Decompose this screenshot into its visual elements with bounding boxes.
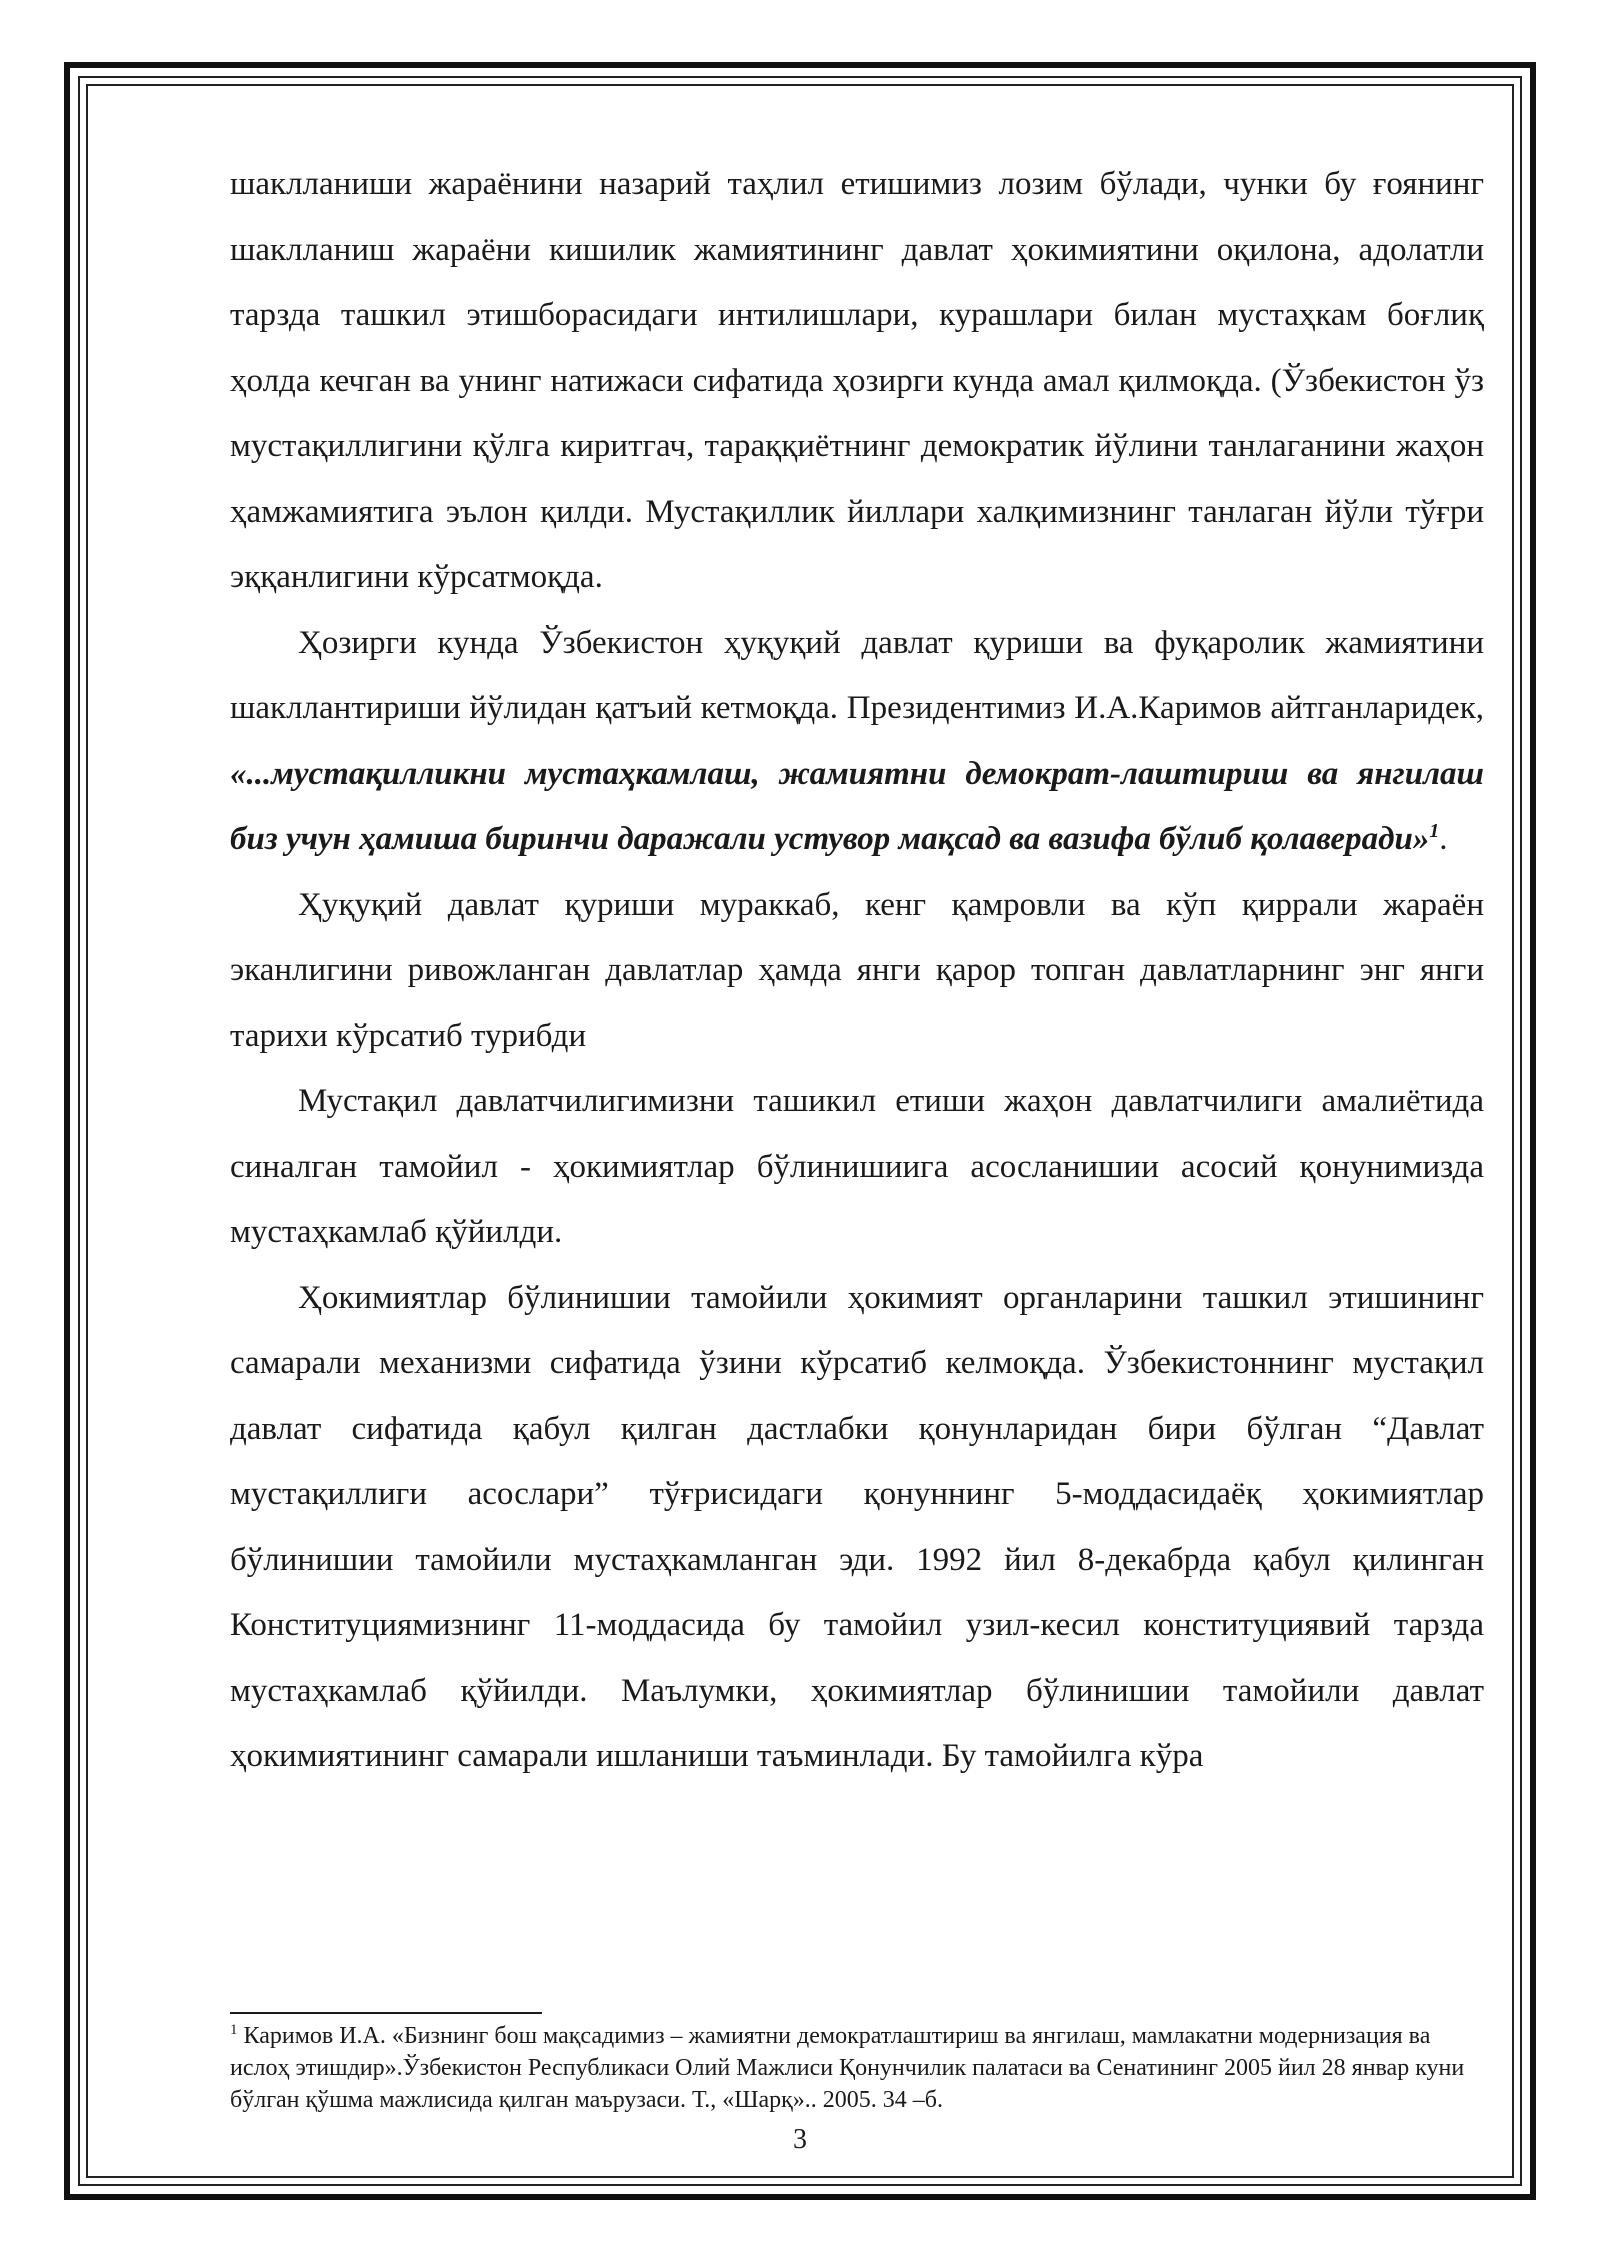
paragraph-4: Мустақил давлатчилигимизни ташикил етиши жаҳон давлатчилиги амалиётида синалган тамойил - ҳокимиятлар бўлинишиига асосланишии асосий қонунимизда мустаҳкамлаб қўйилди. [230, 1083, 1484, 1250]
footnote-separator [230, 2012, 542, 2014]
paragraph-1: шаклланиши жараёнини назарий таҳлил етишимиз лозим бўлади, чунки бу ғоянинг шаклланиш жараёни кишилик жамиятининг давлат ҳокимиятини оқилона, адолатли тарзда ташкил этишборасидаги интилишлари, курашлари билан мустаҳкам боғлиқ ҳолда кечган ва унинг натижаси сифатида ҳозирги кунда амал қилмоқда. (Ўзбекистон ўз мустақиллигини қўлга киритгач, тараққиётнинг демократик йўлини танлаганини жаҳон ҳамжамиятига эълон қилди. Мустақиллик йиллари халқимизнинг танлаган йўли тўғри эққанлигини кўрсатмоқда. [230, 166, 1484, 595]
footnote-reference: 1 [1429, 820, 1440, 842]
paragraph-3: Ҳуқуқий давлат қуриши мураккаб, кенг қамровли ва кўп қиррали жараён эканлигини ривожланган давлатлар ҳамда янги қарор топган давлатларнинг энг янги тарихи кўрсатиб турибди [230, 886, 1484, 1054]
footnote-number: 1 [230, 2022, 238, 2038]
footnote-text: Каримов И.А. «Бизнинг бош мақсадимиз – жамиятни демократлаштириш ва янгилаш, мамлакатни модернизация ва ислоҳ этишдир».Ўзбекистон Республикаси Олий Мажлиси Қонунчилик палатаси ва Сенатининг 2005 йил 28 январ куни бўлган қўшма мажлисида қилган маърузаси. Т., «Шарқ».. 2005. 34 –б. [230, 2023, 1465, 2113]
footnote [230, 2020, 1484, 2116]
karimov-quote: «...мустақилликни мустаҳкамлаш, жамиятни демократ-лаштириш ва янгилаш биз учун ҳамиша биринчи даражали устувор мақсад ва вазифа бўлиб қолаверади» [230, 755, 1484, 857]
paragraph-2-lead: Ҳозирги кунда Ўзбекистон ҳуқуқий давлат қуриши ва фуқаролик жамиятини шакллантириши йўлидан қатъий кетмоқда. Президентимиз И.А.Каримов айтганларидек, [230, 624, 1484, 726]
page-number: 3 [793, 2124, 807, 2155]
page-body [230, 152, 1484, 1790]
paragraph-5: Ҳокимиятлар бўлинишии тамойили ҳокимият органларини ташкил этишининг самарали механизми сифатида ўзини кўрсатиб келмоқда. Ўзбекистоннинг мустақил давлат сифатида қабул қилган дастлабки қонунларидан бири бўлган “Давлат мустақиллиги асослари” тўғрисидаги қонуннинг 5-моддасидаёқ ҳокимиятлар бўлинишии тамойили мустаҳкамланган эди. 1992 йил 8-декабрда қабул қилинган Конституциямизнинг 11-моддасида бу тамойил узил-кесил конституциявий тарзда мустаҳкамлаб қўйилди. Маълумки, ҳокимиятлар бўлинишии тамойили давлат ҳокимиятининг самарали ишланиши таъминлади. Бу тамойилга кўра [230, 1279, 1484, 1774]
paragraph-2-tail: . [1439, 821, 1448, 857]
paragraph-2 [230, 611, 1484, 873]
